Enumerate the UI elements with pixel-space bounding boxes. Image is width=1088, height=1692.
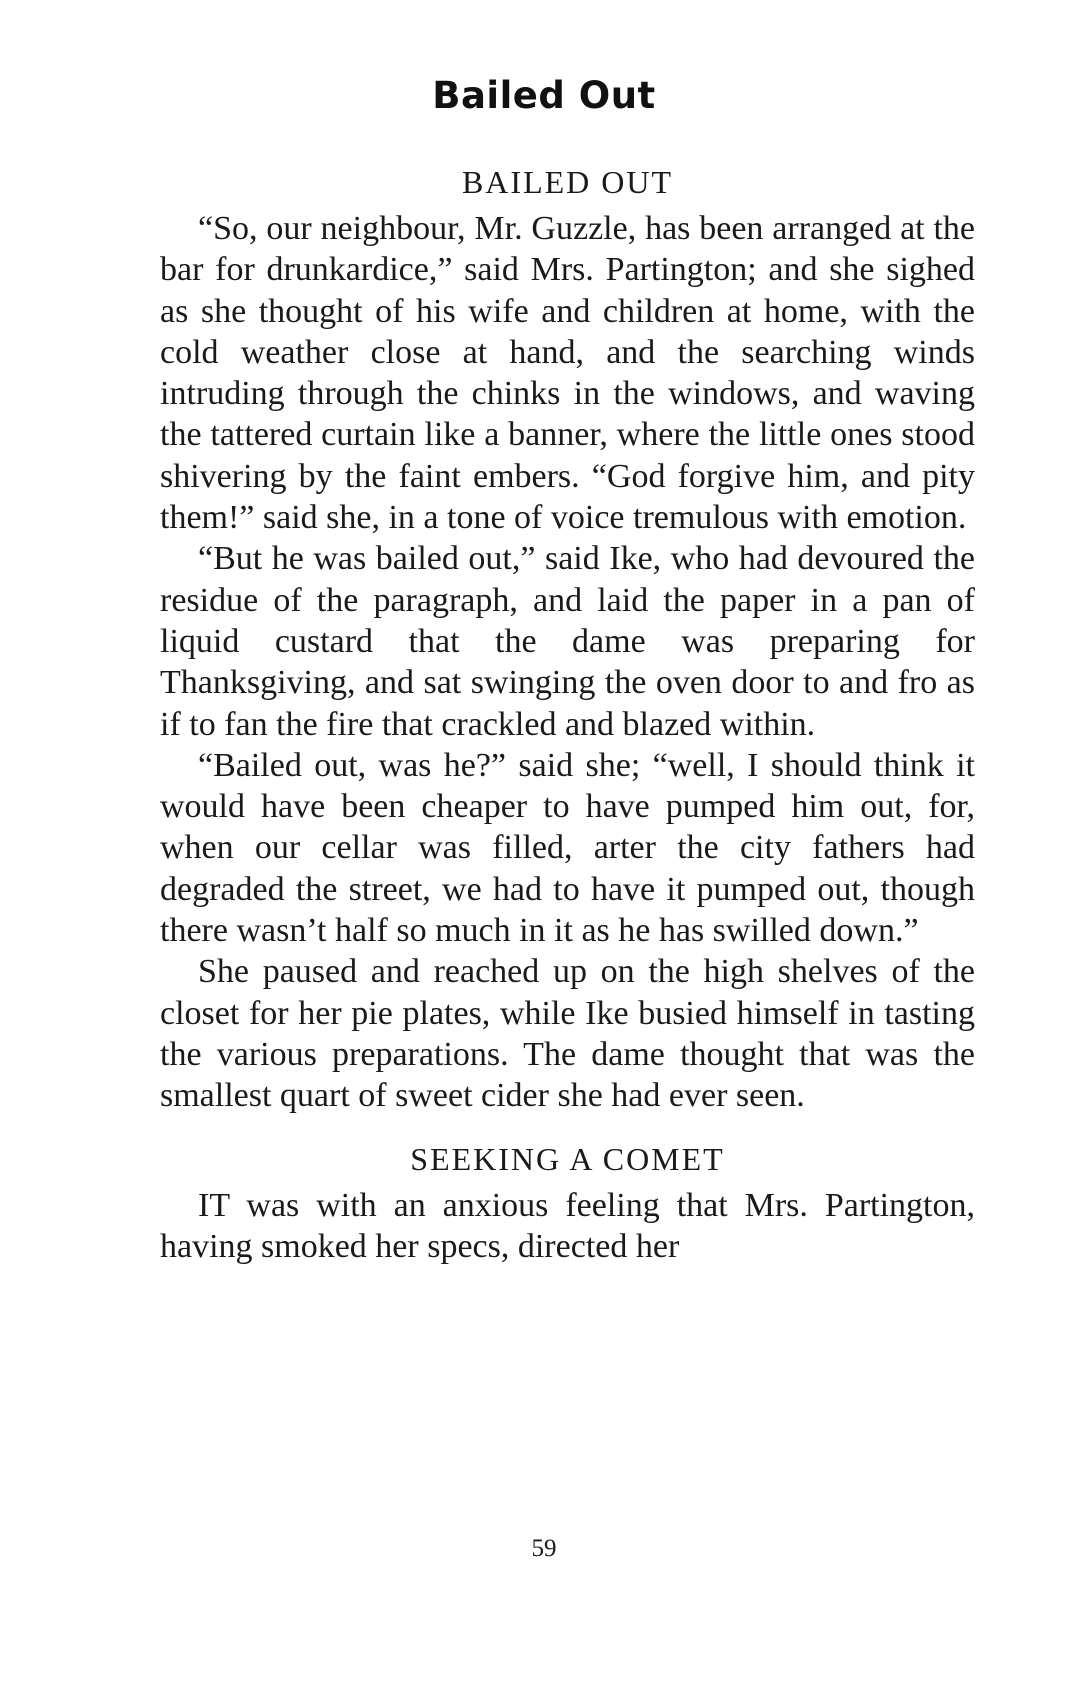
paragraph: She paused and reached up on the high shelves of the closet for her pie plates, while Ike busied himself in tasting the various preparations. The dame thought that was the smallest quart of sweet cider she had ever seen.	[160, 953, 975, 1115]
section-title: BAILED OUT	[461, 164, 674, 200]
page-number: 59	[531, 1535, 557, 1562]
paragraph: IT was with an anxious feeling that Mrs. Partington, having smoked her specs, directed her	[160, 1186, 975, 1265]
paragraph: “So, our neighbour, Mr. Guzzle, has been arranged at the bar for drunkardice,” said Mrs. Partington; and she sighed as she thought of his wife and children at home, with the cold weather close at hand, and the searching winds intruding through the chinks in the windows, and waving the tattered curtain like a banner, where the little ones stood shivering by the faint embers. “God forgive him, and pity them!” said she, in a tone of voice tremulous with emotion.	[160, 210, 975, 537]
text-column	[160, 160, 975, 1267]
paragraph: “But he was bailed out,” said Ike, who had devoured the residue of the paragraph, and laid the paper in a pan of liquid custard that the dame was preparing for Thanksgiving, and sat swinging the oven door to and fro as if to fan the fire that crackled and blazed within.	[160, 540, 975, 743]
running-head: Bailed Out	[432, 74, 656, 117]
section-title: SEEKING A COMET	[410, 1140, 725, 1177]
paragraph: “Bailed out, was he?” said she; “well, I should think it would have been cheaper to have pumped him out, for, when our cellar was filled, arter the city fathers had degraded the street, we had to have it pumped out, though there wasn’t half so much in it as he has swilled down.”	[160, 746, 975, 950]
